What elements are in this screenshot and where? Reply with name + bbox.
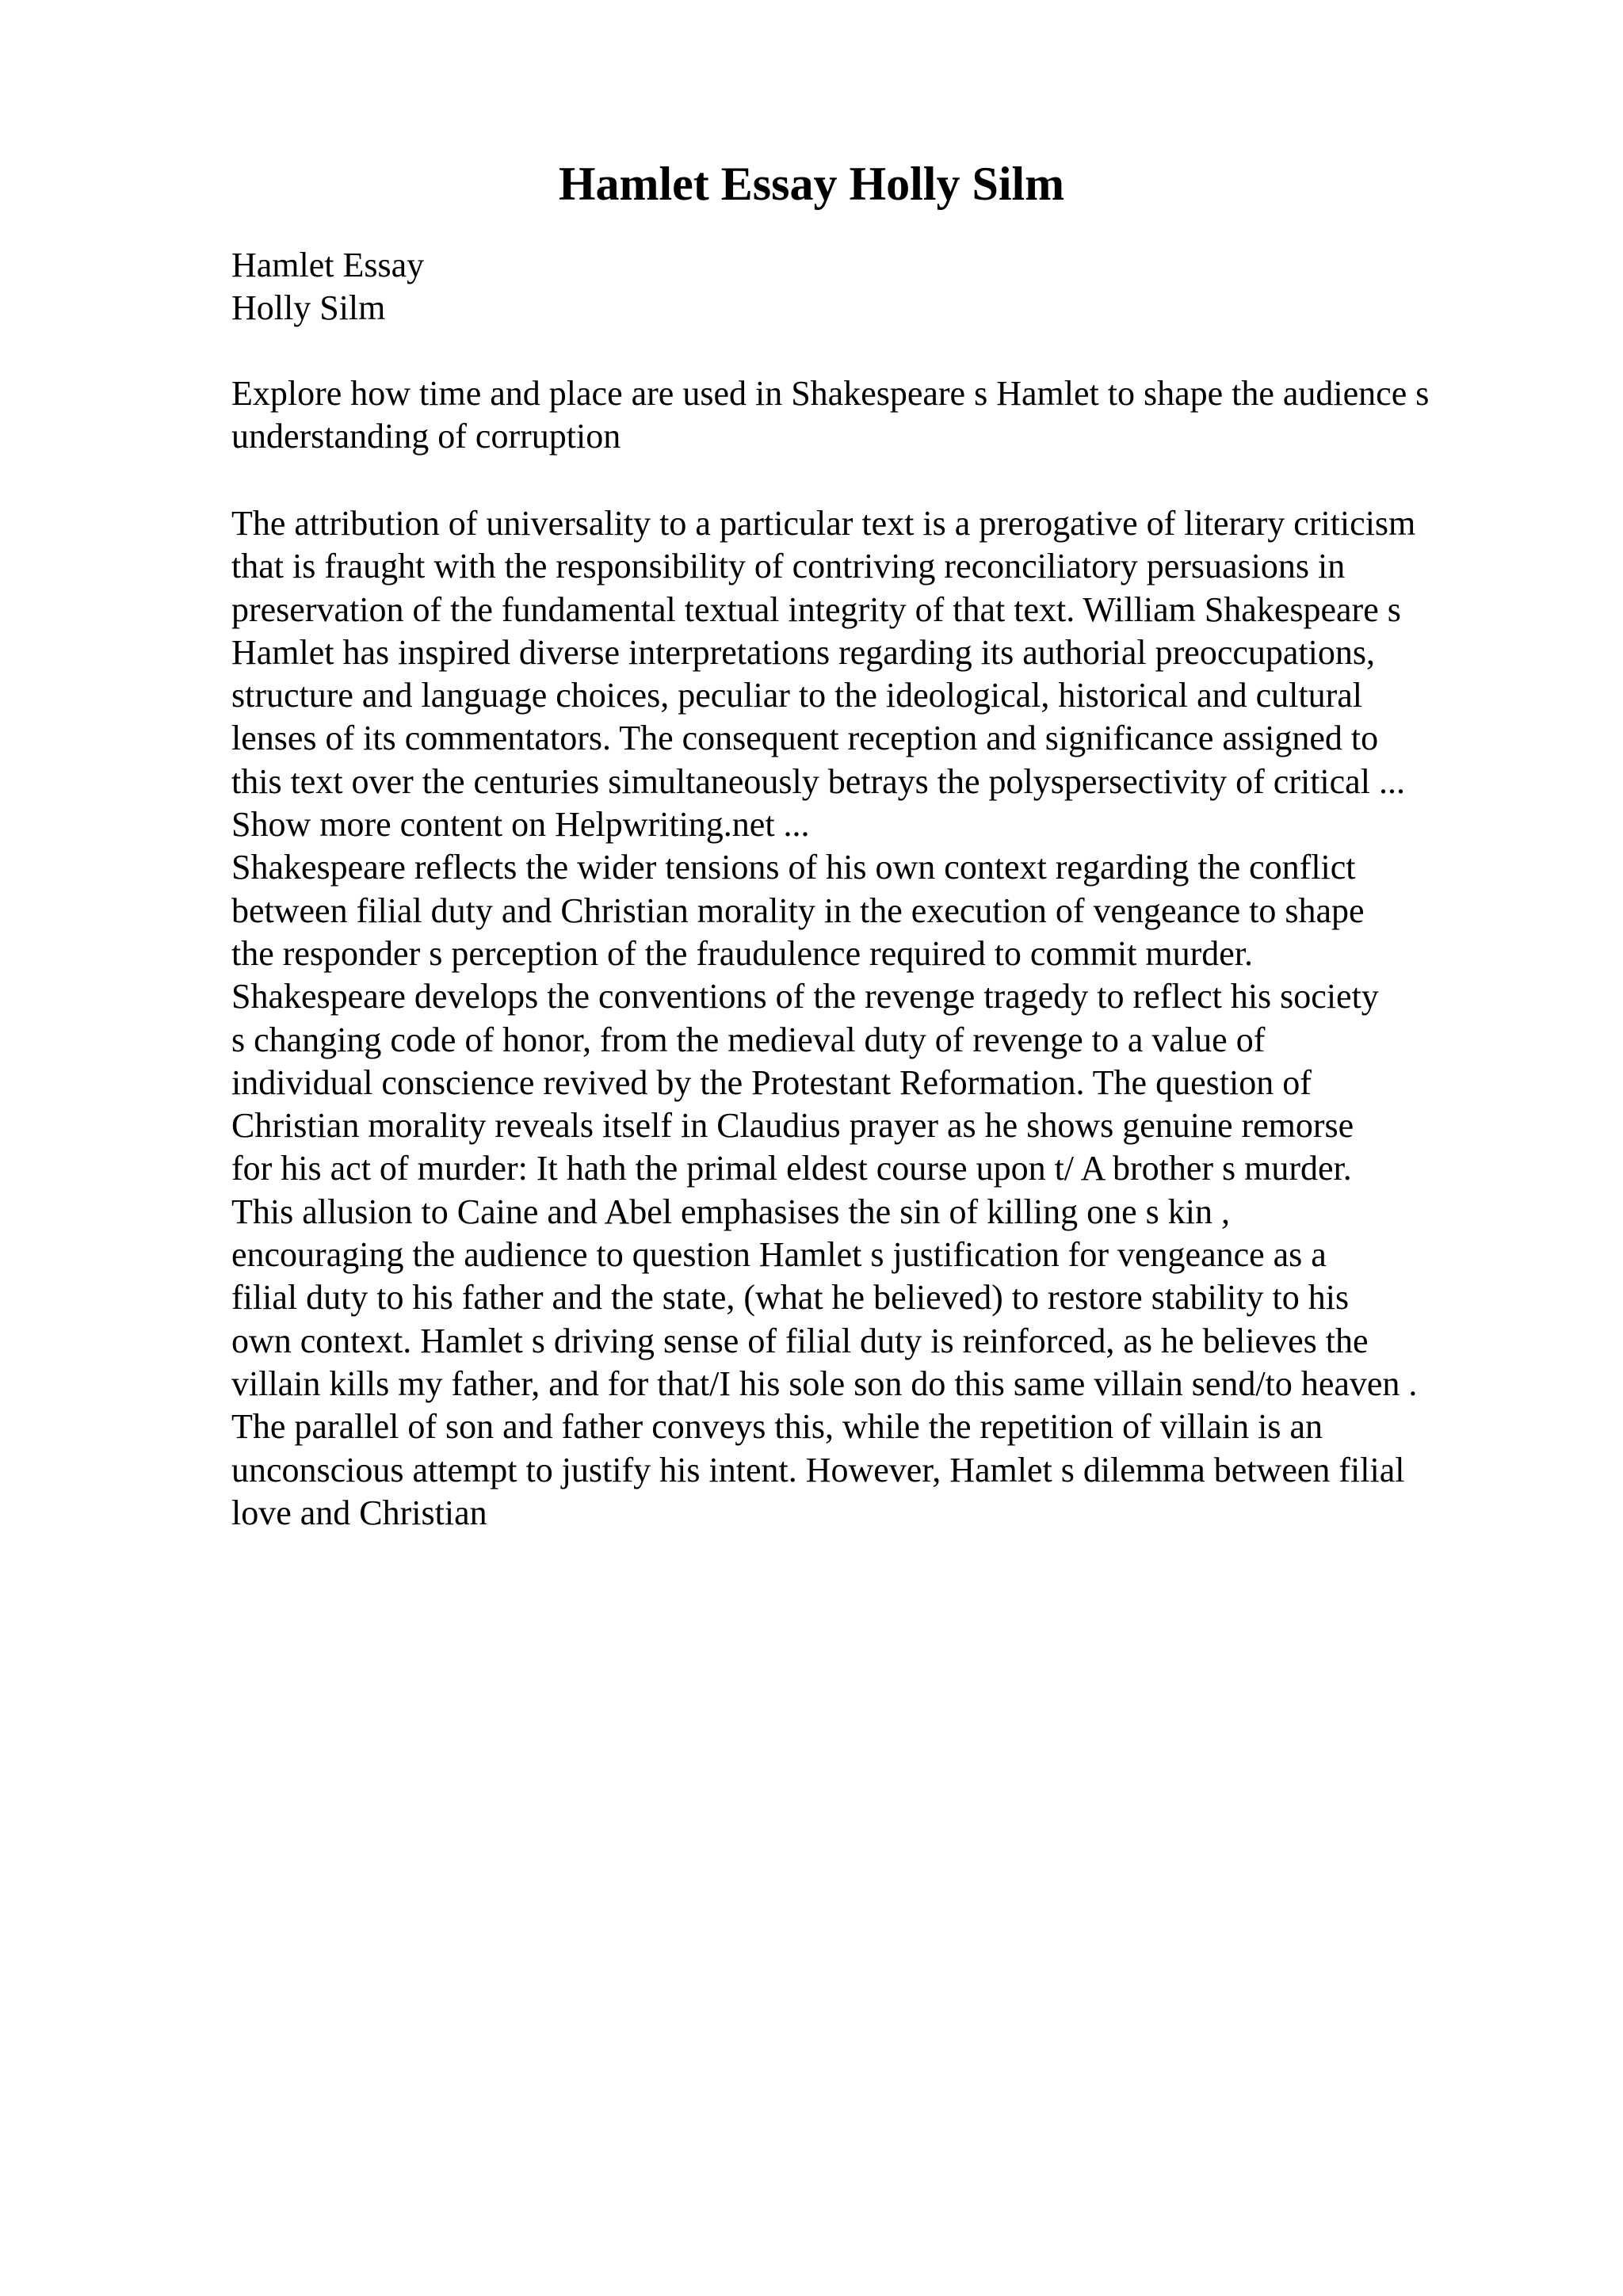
essay-question [231, 372, 1610, 459]
body-line: The parallel of son and father conveys this, while the repetition of villain is an [231, 1407, 1323, 1447]
body-line: encouraging the audience to question Hamlet s justification for vengeance as a [231, 1235, 1327, 1275]
body-line: lenses of its commentators. The consequent reception and significance assigned to [231, 719, 1379, 758]
body-line: This allusion to Caine and Abel emphasises the sin of killing one s kin , [231, 1192, 1230, 1231]
body-line: this text over the centuries simultaneously betrays the polyspersectivity of critical ... [231, 761, 1405, 801]
question-line: understanding of corruption [231, 417, 621, 456]
essay-label: Hamlet Essay [231, 246, 425, 284]
body-line: unconscious attempt to justify his intent. However, Hamlet s dilemma between filial [231, 1450, 1405, 1489]
author-name: Holly Silm [231, 288, 386, 328]
body-line: Shakespeare reflects the wider tensions of his own context regarding the conflict [231, 848, 1356, 887]
body-line: love and Christian [231, 1493, 487, 1532]
essay-body [231, 502, 1610, 1535]
body-line: villain kills my father, and for that/I his sole son do this same villain send/to heaven . [231, 1363, 1418, 1403]
question-line: Explore how time and place are used in Shakespeare s Hamlet to shape the audience s [231, 374, 1430, 413]
body-line: structure and language choices, peculiar to the ideological, historical and cultural [231, 676, 1363, 715]
body-line: the responder s perception of the fraudulence required to commit murder. [231, 933, 1253, 973]
show-more-line: Show more content on Helpwriting.net ... [231, 805, 810, 845]
author-header [231, 244, 1610, 330]
body-line: The attribution of universality to a particular text is a prerogative of literary criticism [231, 504, 1416, 543]
body-line: filial duty to his father and the state, (what he believed) to restore stability to his [231, 1278, 1350, 1318]
body-line: Hamlet has inspired diverse interpretations regarding its authorial preoccupations, [231, 632, 1375, 672]
body-line: between filial duty and Christian morality in the execution of vengeance to shape [231, 891, 1365, 930]
body-line: for his act of murder: It hath the primal eldest course upon t/ A brother s murder. [231, 1149, 1352, 1188]
body-line: own context. Hamlet s driving sense of filial duty is reinforced, as he believes the [231, 1321, 1369, 1360]
body-line: Christian morality reveals itself in Claudius prayer as he shows genuine remorse [231, 1106, 1354, 1146]
body-line: individual conscience revived by the Protestant Reformation. The question of [231, 1062, 1312, 1102]
body-line: s changing code of honor, from the medieval duty of revenge to a value of [231, 1020, 1266, 1059]
body-line: preservation of the fundamental textual integrity of that text. William Shakespeare s [231, 589, 1401, 629]
body-line: that is fraught with the responsibility of contriving reconciliatory persuasions in [231, 547, 1346, 586]
document-title: Hamlet Essay Holly Silm [558, 158, 1065, 210]
body-line: Shakespeare develops the conventions of the revenge tragedy to reflect his society [231, 977, 1379, 1016]
